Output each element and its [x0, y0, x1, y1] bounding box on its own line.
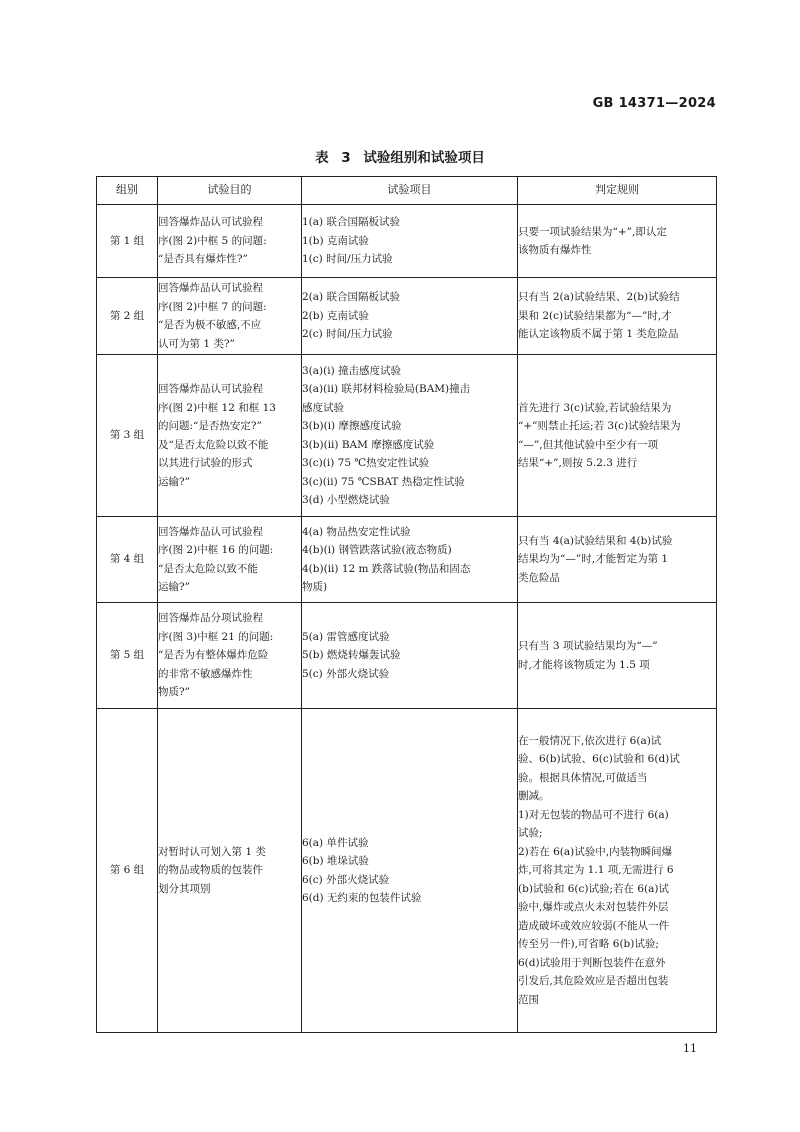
table-header-row — [97, 177, 717, 205]
purpose-line: 回答爆炸品认可试验程 — [158, 282, 263, 294]
purpose-line: 运输?” — [158, 475, 190, 488]
tests-cell — [302, 278, 518, 355]
rule-line: 只要一项试验结果为“+”,即认定 — [518, 225, 667, 238]
rule-line: 类危险品 — [518, 571, 560, 584]
test-groups-table — [96, 176, 717, 1033]
purpose-line: 的物品或物质的包装件 — [158, 864, 263, 877]
tests-line: 1(b) 克南试验 — [302, 234, 369, 247]
purpose-line: “是否为有整体爆炸危险 — [158, 649, 269, 662]
rule-line: 只有当 3 项试验结果均为“—” — [518, 640, 658, 652]
tests-line: 3(a)(i) 撞击感度试验 — [302, 364, 402, 377]
purpose-line: 序(图 2)中框 16 的问题: — [158, 544, 274, 556]
rule-line: 能认定该物质不属于第 1 类危险品 — [518, 328, 679, 341]
rule-cell — [518, 205, 717, 278]
table-row — [97, 355, 717, 517]
tests-line: 4(b)(i) 钢管跌落试验(液态物质) — [302, 544, 452, 556]
rule-line: 验、6(b)试验、6(c)试验和 6(d)试 — [518, 753, 680, 766]
tests-line: 3(c)(i) 75 ℃热安定性试验 — [302, 457, 430, 469]
group-cell: 第 5 组 — [97, 603, 158, 709]
tests-line: 4(a) 物品热安定性试验 — [302, 525, 411, 538]
purpose-line: 划分其项别 — [158, 882, 211, 895]
page-number: 11 — [683, 1042, 697, 1055]
table-caption: 表 3 试验组别和试验项目 — [315, 150, 485, 166]
purpose-line: 回答爆炸品认可试验程 — [158, 383, 263, 395]
table-row — [97, 603, 717, 709]
purpose-line: 对暂时认可划入第 1 类 — [158, 845, 266, 858]
purpose-line: 物质?” — [158, 686, 190, 699]
rule-line: 2)若在 6(a)试验中,内装物瞬间爆 — [518, 845, 673, 858]
table-row — [97, 278, 717, 355]
rule-line: 引发后,其危险效应是否超出包装 — [518, 975, 669, 988]
tests-line: 感度试验 — [302, 401, 344, 414]
tests-line: 6(d) 无约束的包装件试验 — [302, 892, 422, 904]
rule-line: (b)试验和 6(c)试验;若在 6(a)试 — [518, 882, 670, 895]
purpose-line: 序(图 2)中框 5 的问题: — [158, 234, 267, 247]
tests-cell — [302, 709, 518, 1033]
tests-line: 6(b) 堆垛试验 — [302, 855, 369, 867]
purpose-line: “是否太危险以致不能 — [158, 562, 258, 575]
rule-line: 验。根据具体情况,可做适当 — [518, 771, 648, 784]
rule-line: 试验; — [518, 827, 543, 840]
tests-cell — [302, 205, 518, 278]
purpose-line: 运输?” — [158, 581, 190, 593]
tests-line: 2(c) 时间/压力试验 — [302, 328, 393, 341]
rule-cell — [518, 517, 717, 603]
purpose-line: 的非常不敏感爆炸性 — [158, 667, 253, 680]
table-row — [97, 205, 717, 278]
tests-line: 6(c) 外部火烧试验 — [302, 873, 390, 886]
tests-line: 2(a) 联合国隔板试验 — [302, 291, 400, 304]
table-body — [97, 205, 717, 1033]
column-header-rule: 判定规则 — [518, 177, 717, 205]
rule-cell — [518, 709, 717, 1033]
group-cell: 第 4 组 — [97, 517, 158, 603]
column-header-group: 组别 — [97, 177, 158, 205]
rule-line: 炸,可将其定为 1.1 项,无需进行 6 — [518, 864, 674, 877]
purpose-cell — [158, 603, 302, 709]
rule-cell — [518, 355, 717, 517]
standard-code: GB 14371—2024 — [592, 96, 716, 111]
rule-line: 6(d)试验用于判断包装件在意外 — [518, 956, 666, 969]
purpose-cell — [158, 205, 302, 278]
rule-line: 删减。 — [518, 790, 550, 803]
rule-line: 范围 — [518, 993, 539, 1006]
tests-line: 3(a)(ii) 联邦材料检验局(BAM)撞击 — [302, 383, 471, 395]
tests-line: 1(a) 联合国隔板试验 — [302, 216, 400, 229]
rule-line: 只有当 2(a)试验结果、2(b)试验结 — [518, 291, 680, 304]
group-cell: 第 3 组 — [97, 355, 158, 517]
rule-line: 只有当 4(a)试验结果和 4(b)试验 — [518, 534, 673, 547]
purpose-cell — [158, 709, 302, 1033]
purpose-cell — [158, 517, 302, 603]
rule-line: “+”则禁止托运;若 3(c)试验结果为 — [518, 420, 681, 432]
rule-line: 结果“+”,则按 5.2.3 进行 — [518, 457, 638, 469]
rule-line: “—”,但其他试验中至少有一项 — [518, 438, 659, 451]
purpose-line: “是否具有爆炸性?” — [158, 253, 248, 266]
purpose-line: 的问题:“是否热安定?” — [158, 420, 262, 432]
rule-line: 传至另一件),可省略 6(b)试验; — [518, 938, 659, 951]
tests-line: 6(a) 单件试验 — [302, 836, 369, 849]
group-cell: 第 2 组 — [97, 278, 158, 355]
column-header-tests: 试验项目 — [302, 177, 518, 205]
rule-line: 在一般情况下,依次进行 6(a)试 — [518, 734, 662, 747]
purpose-line: 序(图 3)中框 21 的问题: — [158, 630, 274, 643]
purpose-line: 认可为第 1 类?” — [158, 337, 235, 350]
purpose-line: 回答爆炸品分项试验程 — [158, 612, 263, 625]
tests-line: 4(b)(ii) 12 m 跌落试验(物品和固态 — [302, 562, 471, 575]
rule-cell — [518, 278, 717, 355]
group-cell: 第 6 组 — [97, 709, 158, 1033]
purpose-line: 及“是否太危险以致不能 — [158, 438, 269, 451]
rule-cell — [518, 603, 717, 709]
rule-line: 结果均为“—”时,才能暂定为第 1 — [518, 553, 669, 566]
tests-line: 3(c)(ii) 75 ℃SBAT 热稳定性试验 — [302, 475, 465, 488]
rule-line: 1)对无包装的物品可不进行 6(a) — [518, 808, 669, 821]
purpose-cell — [158, 278, 302, 355]
purpose-line: 序(图 2)中框 7 的问题: — [158, 300, 267, 313]
tests-line: 5(a) 雷管感度试验 — [302, 630, 390, 643]
rule-line: 首先进行 3(c)试验,若试验结果为 — [518, 401, 672, 414]
table-row — [97, 709, 717, 1033]
purpose-line: 回答爆炸品认可试验程 — [158, 216, 263, 229]
column-header-purpose: 试验目的 — [158, 177, 302, 205]
rule-line: 验中,爆炸或点火未对包装件外层 — [518, 901, 669, 914]
tests-line: 2(b) 克南试验 — [302, 309, 369, 322]
tests-line: 物质) — [302, 581, 328, 593]
rule-line: 该物质有爆炸性 — [518, 244, 592, 256]
rule-line: 造成破坏或效应较弱(不能从一件 — [518, 919, 670, 932]
group-cell: 第 1 组 — [97, 205, 158, 278]
purpose-line: 以其进行试验的形式 — [158, 457, 253, 469]
table-row — [97, 517, 717, 603]
tests-line: 1(c) 时间/压力试验 — [302, 253, 393, 266]
rule-line: 果和 2(c)试验结果都为“—”时,才 — [518, 309, 672, 322]
rule-line: 时,才能将该物质定为 1.5 项 — [518, 658, 650, 671]
tests-cell — [302, 517, 518, 603]
tests-cell — [302, 603, 518, 709]
tests-line: 3(b)(ii) BAM 摩擦感度试验 — [302, 438, 435, 451]
tests-line: 5(c) 外部火烧试验 — [302, 667, 390, 680]
purpose-line: 回答爆炸品认可试验程 — [158, 525, 263, 538]
tests-line: 3(d) 小型燃烧试验 — [302, 494, 390, 506]
purpose-line: 序(图 2)中框 12 和框 13 — [158, 401, 276, 414]
tests-line: 3(b)(i) 摩擦感度试验 — [302, 420, 402, 432]
purpose-cell — [158, 355, 302, 517]
purpose-line: “是否为极不敏感,不应 — [158, 319, 262, 331]
tests-line: 5(b) 燃烧转爆轰试验 — [302, 649, 401, 662]
tests-cell — [302, 355, 518, 517]
